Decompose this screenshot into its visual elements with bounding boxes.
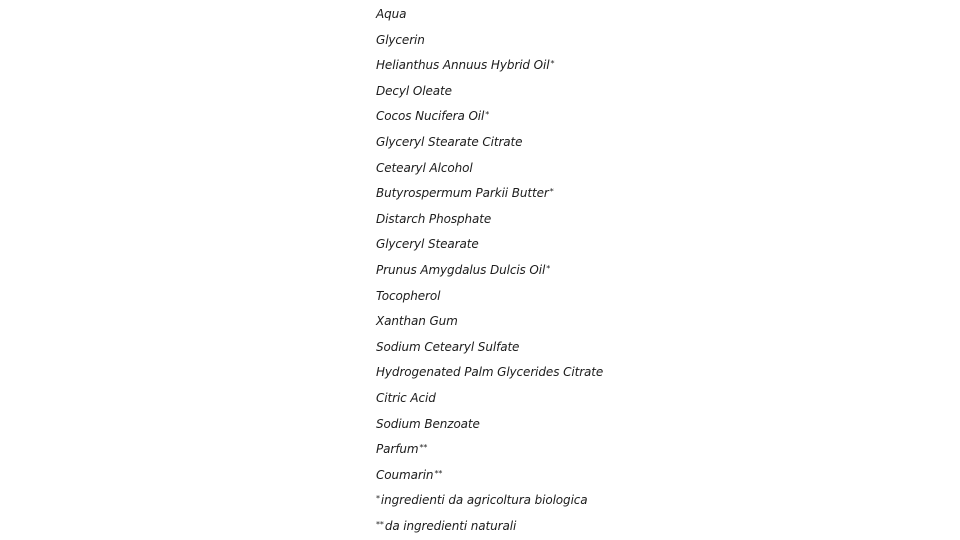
footnote-text: ingredienti da agricoltura biologica <box>380 493 588 508</box>
ingredient-name: Distarch Phosphate <box>376 211 492 226</box>
ingredient-name: Decyl Oleate <box>376 83 452 98</box>
ingredient-name: Tocopherol <box>376 288 441 303</box>
ingredient-item <box>376 307 604 333</box>
ingredient-mark: ** <box>434 468 443 478</box>
ingredient-item <box>376 384 604 410</box>
ingredient-item <box>376 435 604 461</box>
footnote-mark: * <box>376 494 380 504</box>
ingredient-item <box>376 77 604 103</box>
ingredient-item <box>376 205 604 231</box>
ingredient-item <box>376 102 604 128</box>
ingredient-item <box>376 128 604 154</box>
ingredient-item <box>376 51 604 77</box>
ingredient-mark: * <box>549 187 554 197</box>
ingredient-name: Helianthus Annuus Hybrid Oil <box>376 58 550 73</box>
footnote-organic <box>376 486 604 512</box>
ingredient-name: Hydrogenated Palm Glycerides Citrate <box>376 365 604 380</box>
ingredient-item <box>376 256 604 282</box>
ingredient-name: Aqua <box>376 7 407 21</box>
ingredient-name: Sodium Benzoate <box>376 416 480 431</box>
ingredient-mark: * <box>546 263 551 273</box>
ingredient-item <box>376 282 604 308</box>
footnote-mark: ** <box>376 519 384 529</box>
ingredient-item <box>376 333 604 359</box>
ingredient-list <box>376 0 604 537</box>
footnote-text: da ingredienti naturali <box>384 518 517 533</box>
ingredient-mark: * <box>550 59 555 69</box>
ingredient-mark: * <box>485 110 490 120</box>
ingredient-item <box>376 358 604 384</box>
ingredient-name: Sodium Cetearyl Sulfate <box>376 339 520 354</box>
ingredient-item <box>376 410 604 436</box>
ingredient-name: Xanthan Gum <box>376 314 458 329</box>
ingredient-item <box>376 230 604 256</box>
ingredient-name: Cocos Nucifera Oil <box>376 109 485 124</box>
ingredient-name: Citric Acid <box>376 390 436 405</box>
ingredient-name: Butyrospermum Parkii Butter <box>376 186 549 201</box>
ingredient-item <box>376 461 604 487</box>
ingredient-name: Glyceryl Stearate <box>376 237 479 252</box>
ingredient-name: Cetearyl Alcohol <box>376 160 473 175</box>
ingredient-mark: ** <box>419 443 428 453</box>
ingredient-name: Glyceryl Stearate Citrate <box>376 134 523 149</box>
footnote-natural <box>376 512 604 538</box>
ingredient-name: Parfum <box>376 442 419 457</box>
ingredient-item <box>376 179 604 205</box>
ingredient-item <box>376 154 604 180</box>
ingredient-name: Coumarin <box>376 467 434 482</box>
ingredient-name: Glycerin <box>376 32 425 47</box>
ingredient-item <box>376 0 604 26</box>
ingredient-item <box>376 26 604 52</box>
ingredient-name: Prunus Amygdalus Dulcis Oil <box>376 262 546 277</box>
